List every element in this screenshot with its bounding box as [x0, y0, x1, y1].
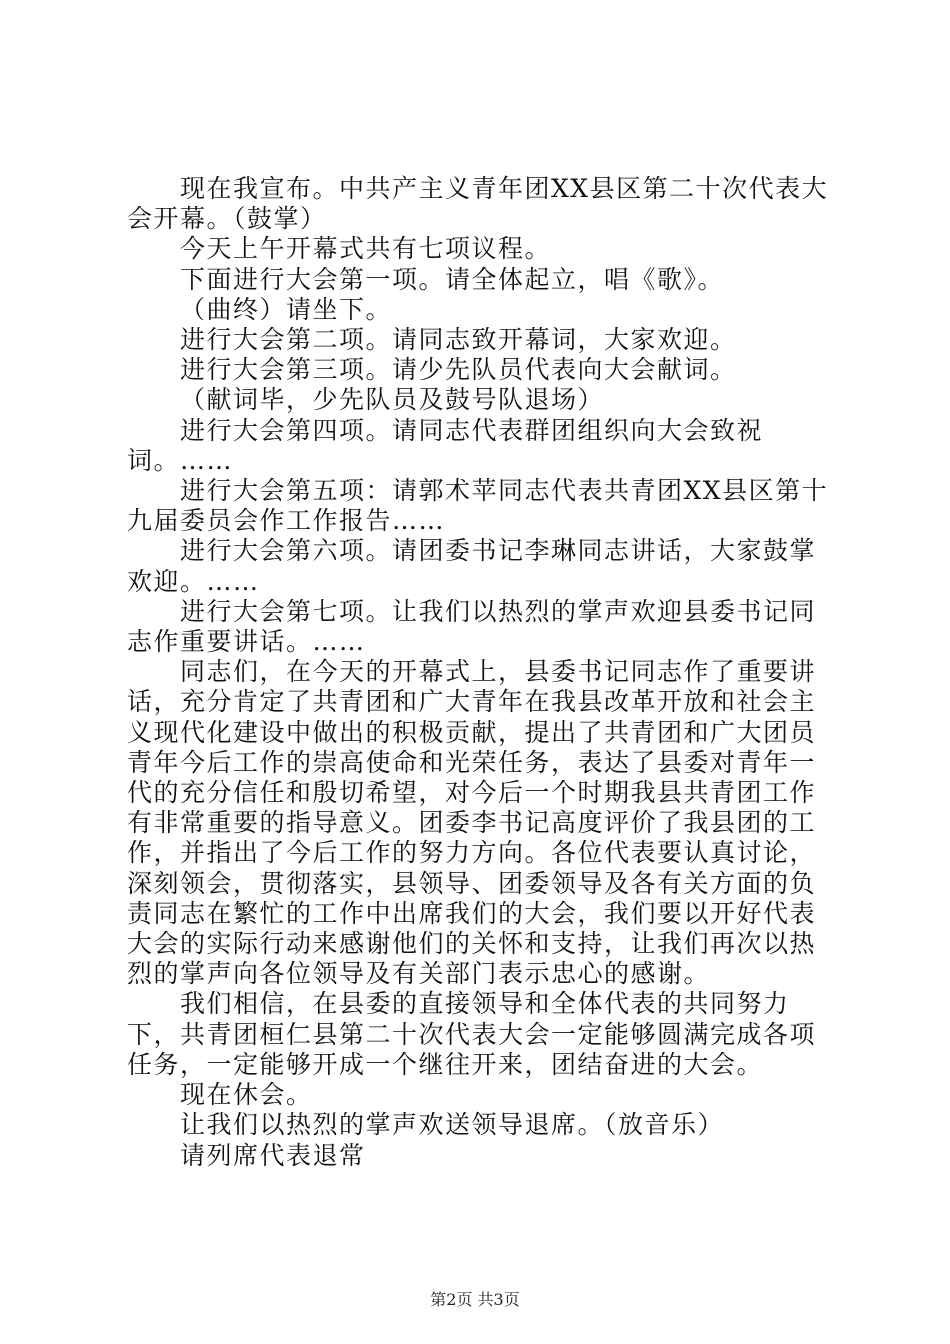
paragraph-song-end: （曲终）请坐下。 [180, 294, 393, 324]
paragraph-opening-announcement: 现在我宣布。中共产主义青年团XX县区第二十次代表大会开幕。（鼓掌） [127, 174, 829, 234]
paragraph-delegates-exit: 请列席代表退常 [180, 1140, 366, 1170]
paragraph-item-three: 进行大会第三项。请少先队员代表向大会献词。 [180, 355, 737, 385]
paragraph-item-five: 进行大会第五项：请郭术苹同志代表共青团XX县区第十九届委员会作工作报告…… [127, 476, 829, 536]
paragraph-pioneers-exit: （献词毕，少先队员及鼓号队退场） [180, 385, 605, 415]
page-footer [0, 1290, 950, 1310]
page-number-label: 第2页 共3页 [430, 1290, 520, 1309]
document-body [127, 174, 833, 1171]
paragraph-item-one: 下面进行大会第一项。请全体起立，唱《歌》。 [180, 264, 725, 294]
paragraph-item-four: 进行大会第四项。请同志代表群团组织向大会致祝词。…… [127, 415, 764, 475]
paragraph-adjourn: 现在休会。 [180, 1080, 313, 1110]
paragraph-item-seven: 进行大会第七项。让我们以热烈的掌声欢迎县委书记同志作重要讲话。…… [127, 596, 817, 657]
paragraph-item-two: 进行大会第二项。请同志致开幕词，大家欢迎。 [180, 325, 737, 355]
paragraph-confidence: 我们相信，在县委的直接领导和全体代表的共同努力下，共青团桓仁县第二十次代表大会一定能够圆满完成各项任务，一定能够开成一个继往开来，团结奋进的大会。 [127, 989, 817, 1079]
paragraph-agenda-count: 今天上午开幕式共有七项议程。 [180, 234, 552, 264]
paragraph-farewell: 让我们以热烈的掌声欢送领导退席。（放音乐） [180, 1110, 725, 1140]
paragraph-item-six: 进行大会第六项。请团委书记李琳同志讲话，大家鼓掌欢迎。…… [127, 536, 817, 596]
paragraph-summary: 同志们，在今天的开幕式上，县委书记同志作了重要讲话，充分肯定了共青团和广大青年在我县改革开放和社会主义现代化建设中做出的积极贡献，提出了共青团和广大团员青年今后工作的崇高使命和光荣任务，表达了县委对青年一代的充分信任和殷切希望，对今后一个时期我县共青团工作有非常重要的指导意义。团委李书记高度评价了我县团的工作，并指出了今后工作的努力方向。各位代表要认真讨论，深刻领会，贯彻落实，县领导、团委领导及各有关方面的负责同志在繁忙的工作中出席我们的大会，我们要以开好代表大会的实际行动来感谢他们的关怀和支持，让我们再次以热烈的掌声向各位领导及有关部门表示忠心的感谢。 [127, 657, 817, 989]
